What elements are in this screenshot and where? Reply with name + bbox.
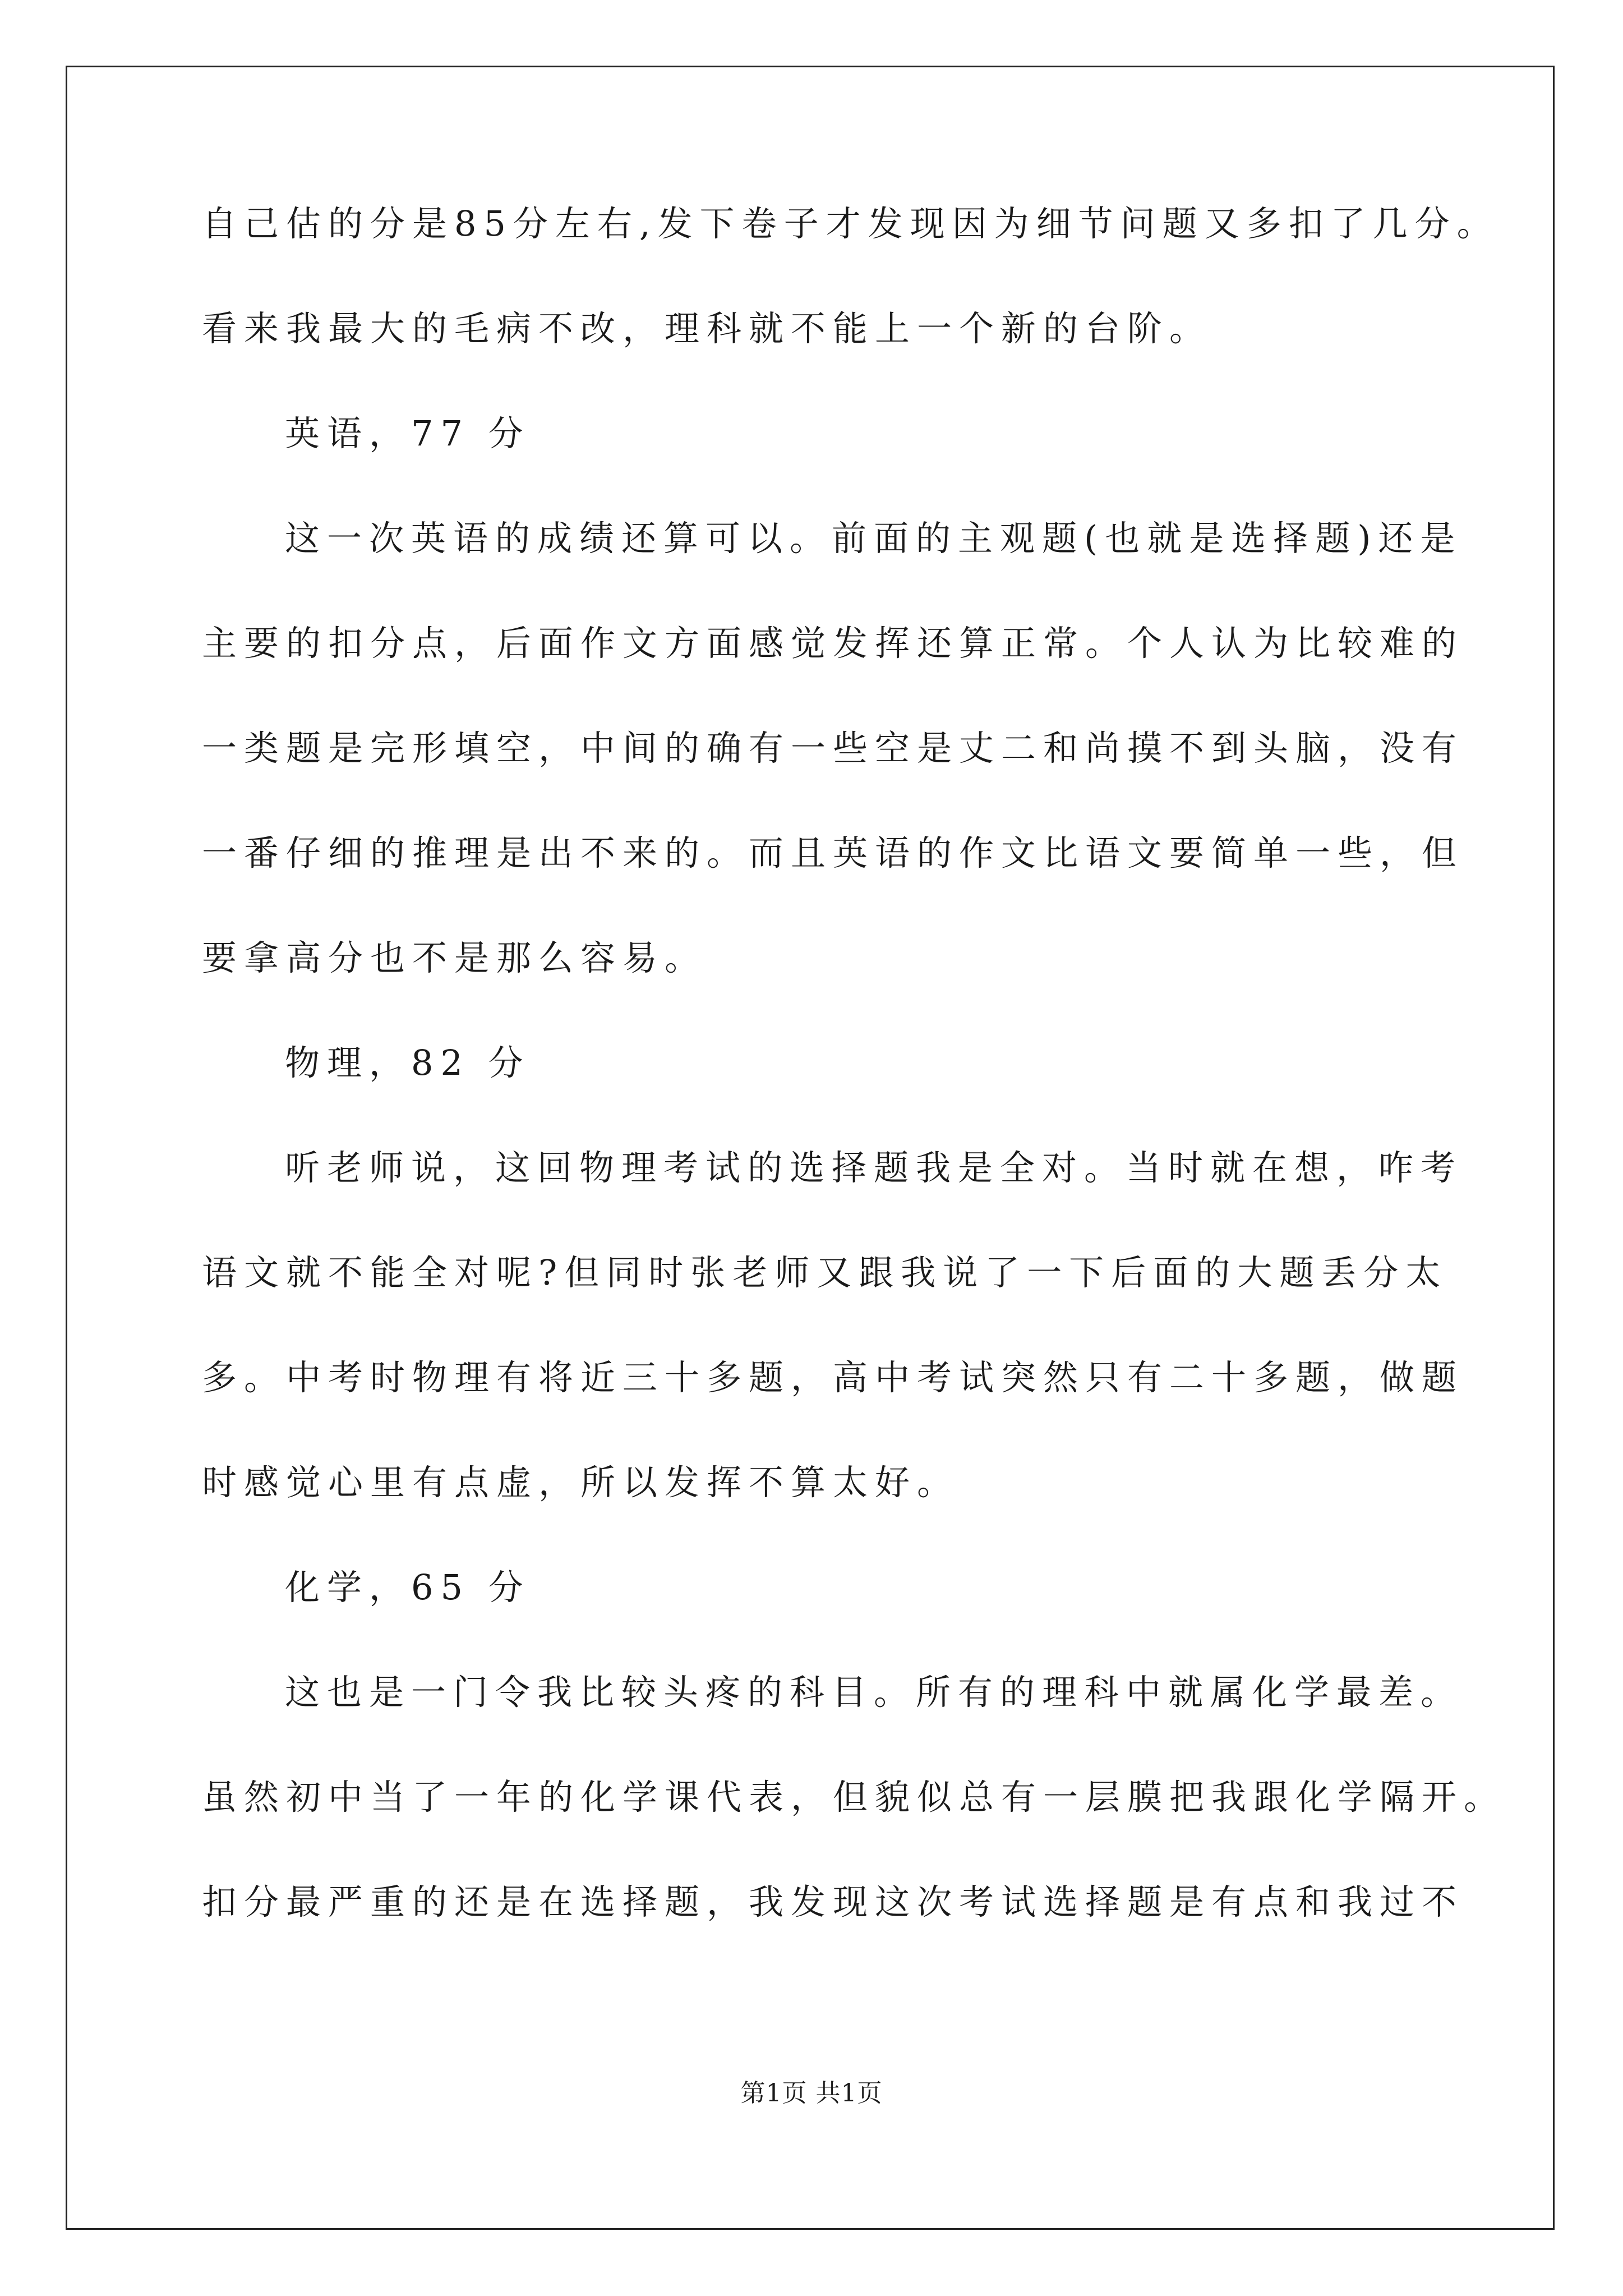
body-line-8: 要拿高分也不是那么容易。 <box>202 937 707 978</box>
body-line-12: 多。中考时物理有将近三十多题，高中考试突然只有二十多题，做题 <box>202 1357 1464 1398</box>
body-line-4: 这一次英语的成绩还算可以。前面的主观题(也就是选择题)还是 <box>285 518 1463 559</box>
body-line-5: 主要的扣分点，后面作文方面感觉发挥还算正常。个人认为比较难的 <box>202 623 1464 664</box>
body-line-13: 时感觉心里有点虚，所以发挥不算太好。 <box>202 1462 960 1503</box>
body-line-7: 一番仔细的推理是出不来的。而且英语的作文比语文要简单一些，但 <box>202 832 1464 873</box>
body-line-10: 听老师说，这回物理考试的选择题我是全对。当时就在想，咋考 <box>285 1147 1463 1188</box>
body-line-1: 自己估的分是85分左右,发下卷子才发现因为细节问题又多扣了几分。 <box>202 203 1499 244</box>
body-line-15: 这也是一门令我比较头疼的科目。所有的理科中就属化学最差。 <box>285 1672 1463 1713</box>
section-heading-english: 英语，77 分 <box>285 413 531 454</box>
body-line-11: 语文就不能全对呢?但同时张老师又跟我说了一下后面的大题丢分太 <box>202 1252 1448 1293</box>
page-footer: 第1页 共1页 <box>740 2079 883 2108</box>
body-line-6: 一类题是完形填空，中间的确有一些空是丈二和尚摸不到头脑，没有 <box>202 728 1464 769</box>
body-line-16: 虽然初中当了一年的化学课代表，但貌似总有一层膜把我跟化学隔开。 <box>202 1777 1506 1818</box>
body-line-2: 看来我最大的毛病不改，理科就不能上一个新的台阶。 <box>202 308 1212 349</box>
body-line-17: 扣分最严重的还是在选择题，我发现这次考试选择题是有点和我过不 <box>202 1881 1464 1922</box>
document-body <box>202 203 1506 1990</box>
section-heading-physics: 物理，82 分 <box>285 1042 531 1083</box>
section-heading-chemistry: 化学，65 分 <box>285 1567 531 1608</box>
